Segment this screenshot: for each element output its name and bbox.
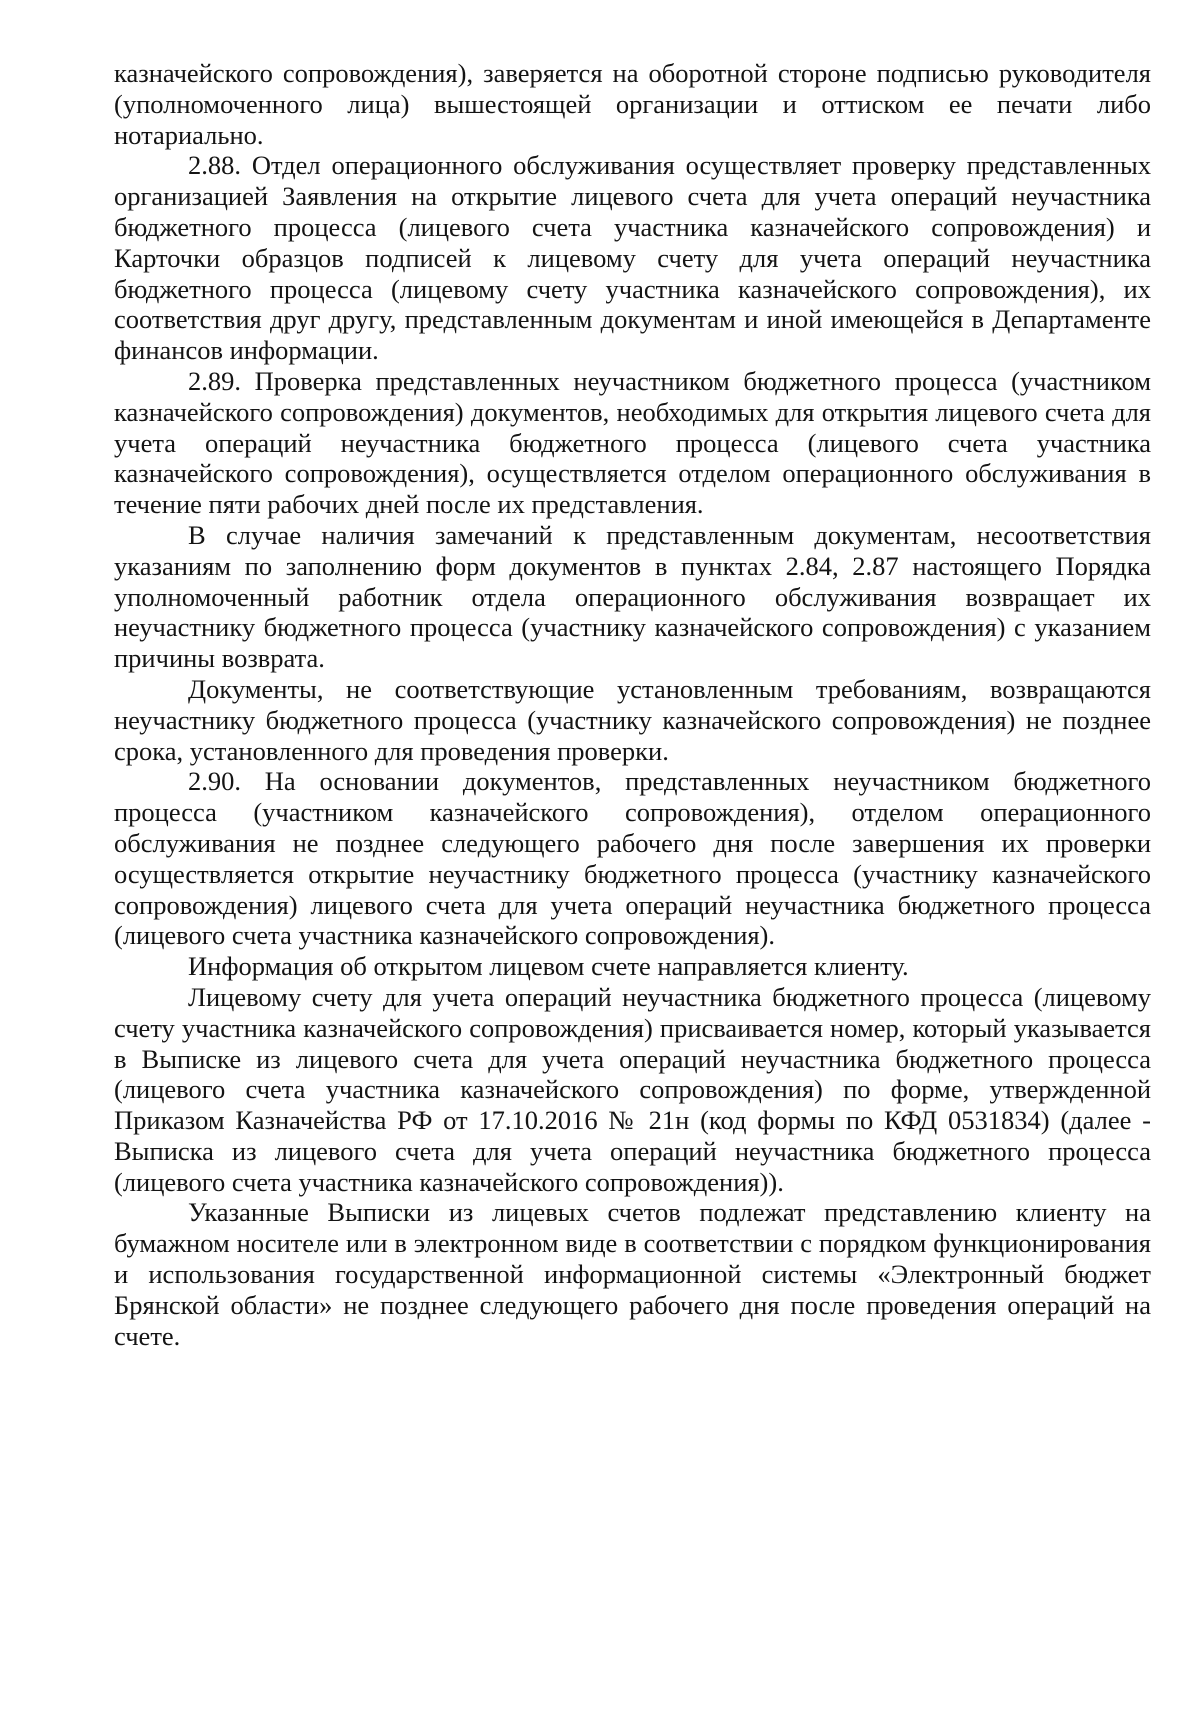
paragraph-2-90: 2.90. На основании документов, представленных неучастником бюджетного процесса (участником казначейского сопровождения), отделом операционного обслуживания не позднее следующего рабочего дня после завершения их проверки осуществляется открытие неучастнику бюджетного процесса (участнику казначейского сопровождения) лицевого счета для учета операций неучастника бюджетного процесса (лицевого счета участника казначейского сопровождения).: [114, 766, 1151, 951]
paragraph-nonconforming-documents: Документы, не соответствующие установленным требованиям, возвращаются неучастнику бюджетного процесса (участнику казначейского сопровождения) не позднее срока, установленного для проведения проверки.: [114, 673, 1151, 766]
paragraph-statements-delivery: Указанные Выписки из лицевых счетов подлежат представлению клиенту на бумажном носителе или в электронном виде в соответствии с порядком функционирования и использования государственной информационной системы «Электронный бюджет Брянской области» не позднее следующего рабочего дня после проведения операций на счете.: [114, 1197, 1151, 1351]
paragraph-remarks: В случае наличия замечаний к представленным документам, несоответствия указаниям по заполнению форм документов в пунктах 2.84, 2.87 настоящего Порядка уполномоченный работник отдела операционного обслуживания возвращает их неучастнику бюджетного процесса (участнику казначейского сопровождения) с указанием причины возврата.: [114, 519, 1151, 674]
paragraph-2-88: 2.88. Отдел операционного обслуживания осуществляет проверку представленных организацией Заявления на открытие лицевого счета для учета операций неучастника бюджетного процесса (лицевого счета участника казначейского сопровождения) и Карточки образцов подписей к лицевому счету для учета операций неучастника бюджетного процесса (лицевому счету участника казначейского сопровождения), их соответствия друг другу, представленным документам и иной имеющейся в Департаменте финансов информации.: [114, 150, 1151, 366]
paragraph-2-89: 2.89. Проверка представленных неучастником бюджетного процесса (участником казначейского сопровождения) документов, необходимых для открытия лицевого счета для учета операций неучастника бюджетного процесса (лицевого счета участника казначейского сопровождения), осуществляется отделом операционного обслуживания в течение пяти рабочих дней после их представления.: [114, 365, 1151, 520]
paragraph-continuation: казначейского сопровождения), заверяется на оборотной стороне подписью руководителя (уполномоченного лица) вышестоящей организации и оттиском ее печати либо нотариально.: [114, 58, 1151, 150]
paragraph-client-notice: Информация об открытом лицевом счете направляется клиенту.: [188, 951, 909, 982]
document-page: [114, 58, 1151, 1351]
paragraph-account-number: Лицевому счету для учета операций неучастника бюджетного процесса (лицевому счету участника казначейского сопровождения) присваивается номер, который указывается в Выписке из лицевого счета для учета операций неучастника бюджетного процесса (лицевого счета участника казначейского сопровождения) по форме, утвержденной Приказом Казначейства РФ от 17.10.2016 № 21н (код формы по КФД 0531834) (далее - Выписка из лицевого счета для учета операций неучастника бюджетного процесса (лицевого счета участника казначейского сопровождения)).: [114, 981, 1151, 1197]
